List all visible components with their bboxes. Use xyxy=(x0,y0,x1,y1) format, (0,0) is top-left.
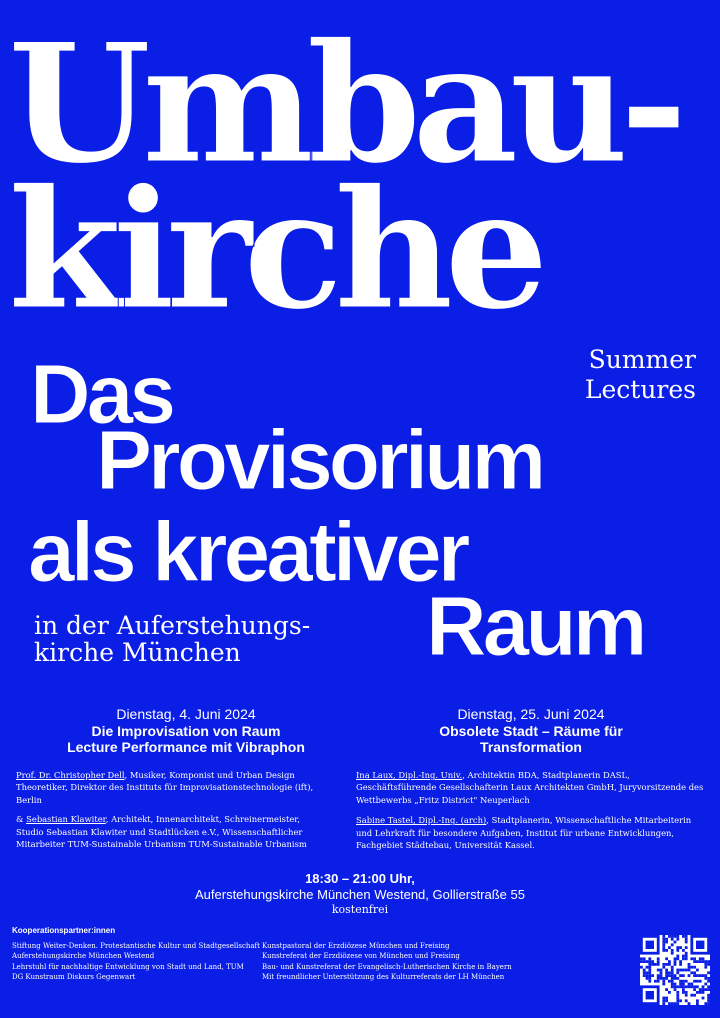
partners-left xyxy=(12,941,260,982)
event-info xyxy=(100,871,620,917)
subtitle-line-2: Provisorium xyxy=(96,413,543,507)
location-line-2: kirche München xyxy=(34,638,241,667)
subtitle-line-4: Raum xyxy=(426,579,644,673)
series-label-line-1: Summer xyxy=(588,345,696,374)
event-time: 18:30 – 21:00 Uhr, xyxy=(305,871,415,886)
speaker-2 xyxy=(356,814,706,851)
event-venue: Auferstehungskirche München Westend, Gollierstraße 55 xyxy=(195,887,525,902)
speaker-1 xyxy=(356,769,706,806)
location xyxy=(34,612,310,666)
partner-item: DG Kunstraum Diskurs Gegenwart xyxy=(12,972,136,981)
speaker-desc: , Stadtplanerin, Wissenschaftliche Mitarbeiterin und Lehrkraft für besondere Aufgaben, Institut für urbane Entwicklungen, Fachgebiet Städtebau, Universität Kassel. xyxy=(356,815,692,851)
event-title-line-1: Die Improvisation von Raum xyxy=(91,723,281,739)
event-title-line-2: Transformation xyxy=(480,739,582,755)
partners-right xyxy=(262,941,512,982)
speaker-prefix: & xyxy=(16,814,27,825)
speaker-desc: , Architektin BDA, Stadtplanerin DASL, Geschäftsführende Gesellschafterin Laux Architekten GmbH, Juryvorsitzende des Wettbewerbs „Fritz District" Neuperlach xyxy=(356,770,704,805)
subtitle-line-1: Das xyxy=(30,347,173,441)
partner-item: Auferstehungskirche München Westend xyxy=(12,952,155,961)
speaker-name[interactable]: Prof. Dr. Christopher Dell xyxy=(16,770,125,780)
event-1 xyxy=(16,706,356,850)
partner-item: Kunstpastoral der Erzdiözese München und Freising xyxy=(262,942,450,950)
speaker-1 xyxy=(16,769,316,806)
speaker-2 xyxy=(16,813,316,850)
partner-item: Bau- und Kunstreferat der Evangelisch-Lutherischen Kirche in Bayern xyxy=(262,962,512,971)
series-label-line-2: Lectures xyxy=(584,375,696,404)
series-label xyxy=(585,345,696,405)
speaker-name[interactable]: Ina Laux, Dipl.-Ing. Univ. xyxy=(356,770,463,780)
title-line-2: kirche xyxy=(8,153,540,346)
event-price: kostenfrei xyxy=(331,903,389,916)
subtitle-line-3: als kreativer xyxy=(28,505,467,599)
partner-item: Stiftung Weiter-Denken. Protestantische Kultur und Stadtgesellschaft xyxy=(12,942,260,950)
speaker-name[interactable]: Sabine Tastel, Dipl.-Ing. (arch) xyxy=(356,815,487,826)
event-title-line-2: Lecture Performance mit Vibraphon xyxy=(67,739,305,755)
speaker-desc: , Architekt, Innenarchitekt, Schreinermeister, Studio Sebastian Klawiter und Stadtlücken e.V., Wissenschaftlicher Mitarbeiter TUM-Sustainable Urbanism TUM-Sustainable Urbanism xyxy=(16,814,307,850)
partners-heading: Kooperationspartner:innen xyxy=(12,926,116,935)
partner-item: Lehrstuhl für nachhaltige Entwicklung von Stadt und Land, TUM xyxy=(12,962,244,971)
event-title-line-1: Obsolete Stadt – Räume für xyxy=(439,723,623,739)
partner-item: Mit freundlicher Unterstützung des Kulturreferats der LH München xyxy=(262,972,505,981)
qr-code-graphic xyxy=(640,935,710,1005)
event-date: Dienstag, 25. Juni 2024 xyxy=(457,706,605,722)
qr-code-icon[interactable] xyxy=(640,935,710,1005)
location-line-1: in der Auferstehungs- xyxy=(34,611,311,640)
event-date: Dienstag, 4. Juni 2024 xyxy=(116,706,256,722)
partner-item: Kunstreferat der Erzdiözese von München und Freising xyxy=(262,952,460,961)
speaker-name[interactable]: Sebastian Klawiter xyxy=(26,814,106,825)
title-line-1: Umbau- xyxy=(8,7,679,200)
event-2 xyxy=(356,706,706,851)
speaker-desc: , Musiker, Komponist und Urban Design Theoretiker, Direktor des Instituts für Improvisationstechnologie (ift), Berlin xyxy=(16,770,314,805)
